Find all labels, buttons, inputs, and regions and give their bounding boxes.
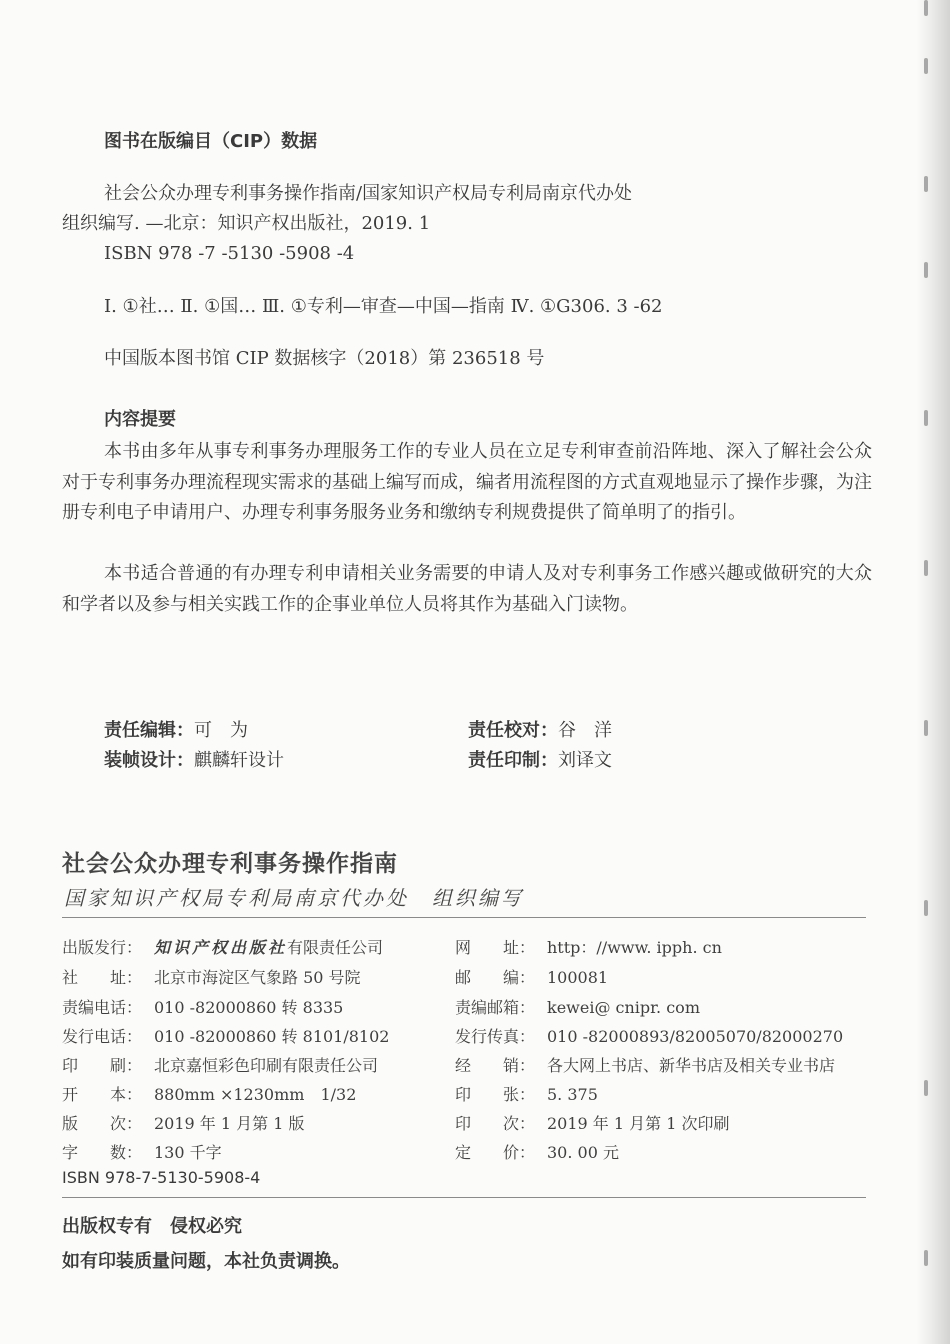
credit-design-value: 麒麟轩设计 — [194, 750, 284, 771]
credit-editor — [104, 716, 248, 742]
quality-notice: 如有印装质量问题，本社负责调换。 — [62, 1251, 350, 1272]
info-website-value: http：//www. ipph. cn — [547, 938, 722, 957]
credit-proofreader-label: 责任校对： — [468, 720, 558, 741]
info-distributor-label: 经 销： — [455, 1056, 536, 1075]
info-words-label: 字 数： — [62, 1143, 143, 1162]
summary-heading: 内容提要 — [104, 409, 176, 430]
info-printer — [62, 1053, 378, 1076]
cip-isbn: ISBN 978 -7 -5130 -5908 -4 — [104, 243, 355, 264]
info-price-value: 30. 00 元 — [547, 1143, 619, 1162]
page-edge-shadow — [916, 0, 950, 1344]
info-sheets-label: 印 张： — [455, 1085, 536, 1104]
credit-design-label: 装帧设计： — [104, 750, 194, 771]
info-editor-phone-label: 责编电话： — [62, 998, 143, 1017]
credit-proofreader-value: 谷 洋 — [558, 720, 612, 741]
info-publisher-suffix: 有限责任公司 — [287, 938, 384, 957]
info-sales-fax — [455, 1024, 843, 1047]
info-format-value: 880mm ×1230mm 1/32 — [154, 1085, 357, 1104]
credit-printing-value: 刘译文 — [558, 750, 612, 771]
info-postcode-label: 邮 编： — [455, 968, 536, 987]
cip-entry-line2: 组织编写. —北京：知识产权出版社，2019. 1 — [62, 213, 431, 234]
info-editor-email-label: 责编邮箱： — [455, 998, 536, 1017]
info-edition-value: 2019 年 1 月第 1 版 — [154, 1114, 305, 1133]
divider-bottom — [62, 1197, 866, 1198]
info-publisher-label: 出版发行： — [62, 938, 143, 957]
rights-statement — [62, 1212, 242, 1238]
info-sheets-value: 5. 375 — [547, 1085, 598, 1104]
summary-paragraph-2 — [62, 559, 872, 620]
book-author: 国家知识产权局专利局南京代办处 组织编写 — [64, 886, 524, 910]
info-sales-phone — [62, 1024, 389, 1047]
info-editor-phone-value: 010 -82000860 转 8335 — [154, 998, 344, 1017]
info-edition — [62, 1111, 305, 1134]
info-editor-email — [455, 995, 700, 1018]
info-format-label: 开 本： — [62, 1085, 143, 1104]
info-edition-label: 版 次： — [62, 1114, 143, 1133]
info-isbn: ISBN 978-7-5130-5908-4 — [62, 1168, 261, 1187]
info-editor-email-value: kewei@ cnipr. com — [547, 998, 700, 1017]
summary-paragraph-1-text: 本书由多年从事专利事务办理服务工作的专业人员在立足专利审查前沿阵地、深入了解社会公众对于专利事务办理流程现实需求的基础上编写而成，编者用流程图的方式直观地显示了操作步骤，为注册专利电子申请用户、办理专利事务服务业务和缴纳专利规费提供了简单明了的指引。 — [62, 441, 872, 523]
info-publisher — [62, 935, 383, 958]
publisher-logotype: 知识产权出版社 — [154, 938, 288, 957]
info-words — [62, 1140, 222, 1163]
rights-statement-2: 侵权必究 — [170, 1216, 242, 1237]
cip-classification: Ⅰ. ①社… Ⅱ. ①国… Ⅲ. ①专利—审查—中国—指南 Ⅳ. ①G306. 3 -62 — [104, 296, 663, 317]
credit-printing-label: 责任印制： — [468, 750, 558, 771]
info-price — [455, 1140, 619, 1163]
info-impression-label: 印 次： — [455, 1114, 536, 1133]
info-sheets — [455, 1082, 598, 1105]
info-distributor — [455, 1053, 835, 1076]
info-format — [62, 1082, 356, 1105]
info-postcode — [455, 965, 608, 988]
credit-editor-label: 责任编辑： — [104, 720, 194, 741]
credit-proofreader — [468, 716, 612, 742]
credit-printing — [468, 746, 612, 772]
credit-editor-value: 可 为 — [194, 720, 248, 741]
info-postcode-value: 100081 — [547, 968, 609, 987]
info-printer-label: 印 刷： — [62, 1056, 143, 1075]
info-editor-phone — [62, 995, 343, 1018]
info-distributor-value: 各大网上书店、新华书店及相关专业书店 — [547, 1056, 836, 1075]
info-sales-fax-label: 发行传真： — [455, 1027, 536, 1046]
summary-paragraph-2-text: 本书适合普通的有办理专利申请相关业务需要的申请人及对专利事务工作感兴趣或做研究的大众和学者以及参与相关实践工作的企事业单位人员将其作为基础入门读物。 — [62, 563, 872, 615]
info-impression — [455, 1111, 730, 1134]
binding-marks — [924, 0, 928, 1344]
info-sales-fax-value: 010 -82000893/82005070/82000270 — [547, 1027, 844, 1046]
cip-number: 中国版本图书馆 CIP 数据核字（2018）第 236518 号 — [104, 348, 545, 369]
info-sales-phone-value: 010 -82000860 转 8101/8102 — [154, 1027, 390, 1046]
cip-heading: 图书在版编目（CIP）数据 — [104, 131, 318, 152]
info-words-value: 130 千字 — [154, 1143, 222, 1162]
rights-statement-1: 出版权专有 — [62, 1216, 152, 1237]
divider-top — [62, 917, 866, 918]
book-title: 社会公众办理专利事务操作指南 — [62, 851, 398, 877]
info-price-label: 定 价： — [455, 1143, 536, 1162]
info-sales-phone-label: 发行电话： — [62, 1027, 143, 1046]
info-website-label: 网 址： — [455, 938, 536, 957]
info-impression-value: 2019 年 1 月第 1 次印刷 — [547, 1114, 730, 1133]
info-address — [62, 965, 361, 988]
summary-paragraph-1 — [62, 437, 872, 529]
info-address-value: 北京市海淀区气象路 50 号院 — [154, 968, 361, 987]
info-address-label: 社 址： — [62, 968, 143, 987]
credit-design — [104, 746, 284, 772]
cip-entry-line1: 社会公众办理专利事务操作指南/国家知识产权局专利局南京代办处 — [104, 183, 633, 204]
info-website — [455, 935, 722, 958]
info-printer-value: 北京嘉恒彩色印刷有限责任公司 — [154, 1056, 379, 1075]
